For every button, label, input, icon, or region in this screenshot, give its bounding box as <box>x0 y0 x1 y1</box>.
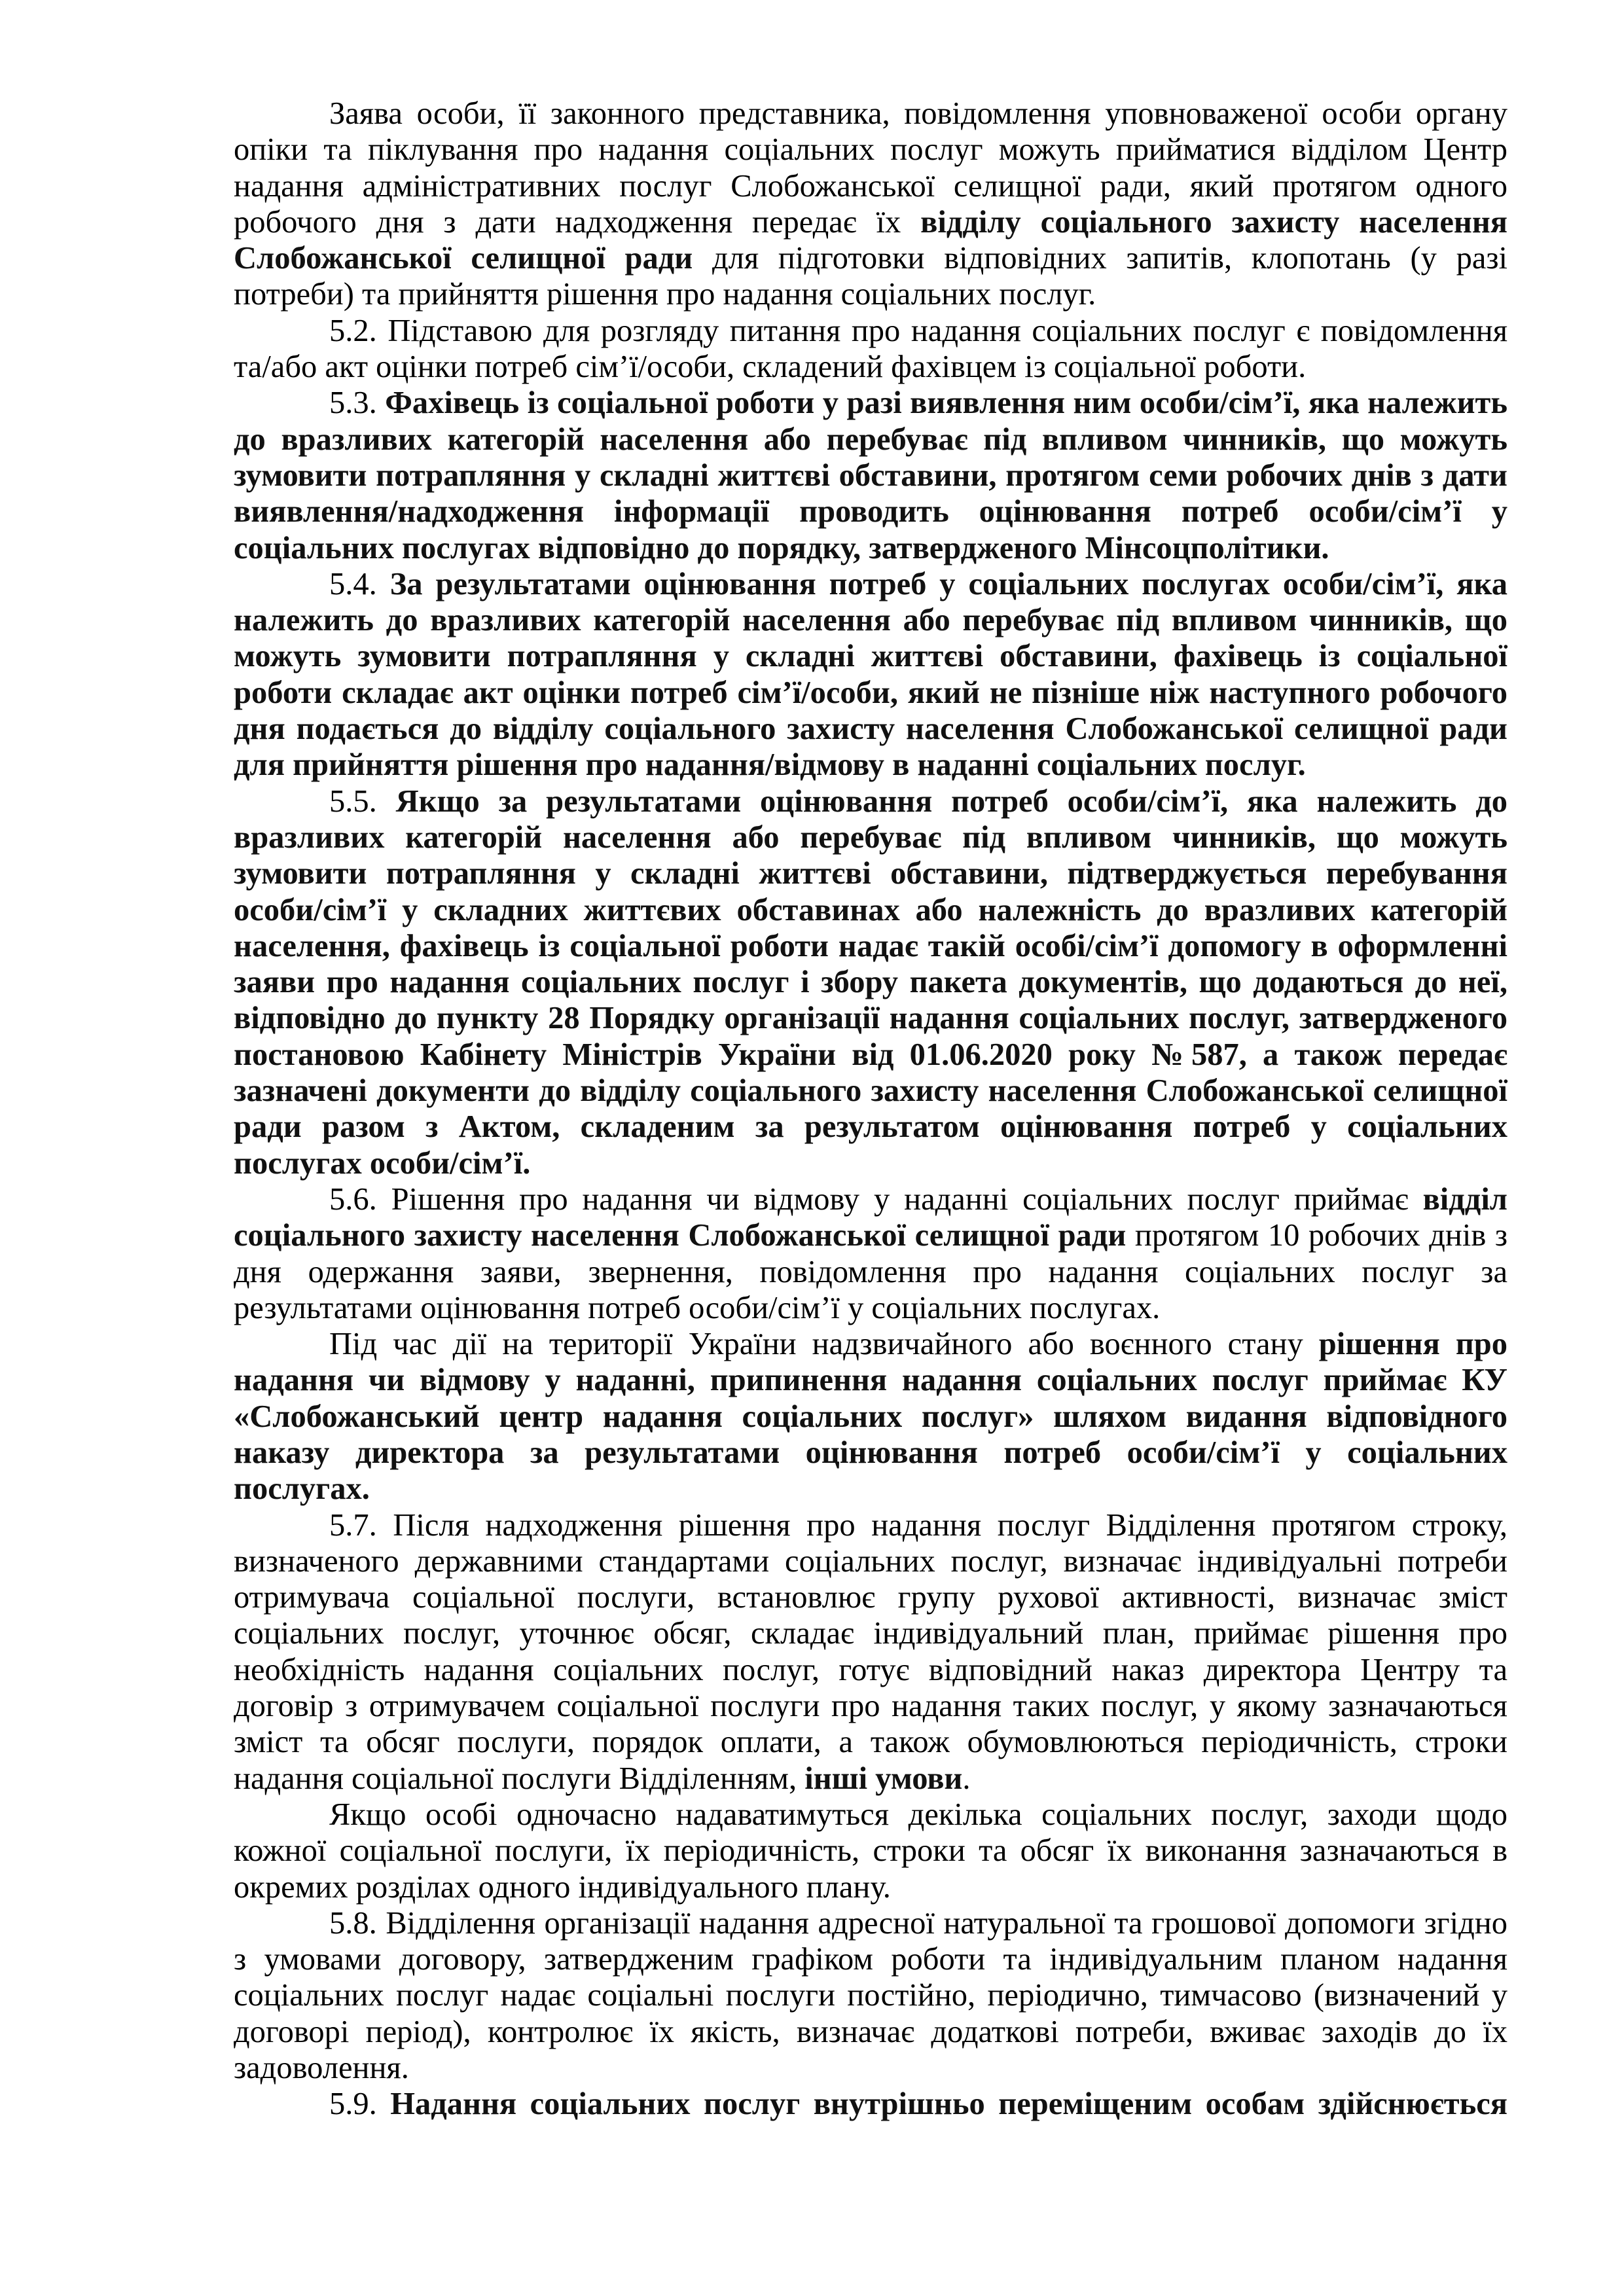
text-run: Під час дії на території України надзвичайного або воєнного стану <box>329 1327 1319 1362</box>
paragraph-5-9 <box>234 2086 1507 2122</box>
text-run: 5.7. Після надходження рішення про надання послуг Відділення протягом строку, визначеного державними стандартами соціальних послуг, визначає індивідуальні потреби отримувача соціальної послуги, встановлює групу рухової активності, визначає зміст соціальних послуг, уточнює обсяг, складає індивідуальний план, приймає рішення про необхідність надання соціальних послуг, готує відповідний наказ директора Центру та договір з отримувачем соціальної послуги про надання таких послуг, у якому зазначаються зміст та обсяг послуги, порядок оплати, а також обумовлюються періодичність, строки надання соціальної послуги Відділенням, <box>234 1507 1507 1796</box>
section-number: 5.3. <box>329 386 386 421</box>
paragraph-5-4 <box>234 566 1507 783</box>
paragraph-5-7 <box>234 1507 1507 1797</box>
text-run: 5.6. Рішення про надання чи відмову у наданні соціальних послуг приймає <box>329 1181 1423 1217</box>
text-run: протягом 10 робочих днів з дня одержання заяви, звернення, повідомлення про надання соціальних послуг за результатами оцінювання потреб особи/сім’ї у соціальних послугах. <box>234 1218 1507 1325</box>
paragraph-martial-law <box>234 1326 1507 1507</box>
section-number: 5.9. <box>329 2087 391 2122</box>
text-run: для підготовки відповідних запитів, клопотань (у разі потреби) та прийняття рішення про надання соціальних послуг. <box>234 241 1507 312</box>
paragraph-multiple-services <box>234 1797 1507 1905</box>
paragraph-5-3 <box>234 385 1507 565</box>
section-number: 5.4. <box>329 566 390 601</box>
text-run: . <box>962 1761 971 1796</box>
emphasized-text: відділу соціального захисту населення Слобожанської селищної ради <box>234 204 1508 276</box>
text-run: Якщо особі одночасно надаватимуться декілька соціальних послуг, заходи щодо кожної соціальної послуги, їх періодичність, строки та обсяг їх виконання зазначаються в окремих розділах одного індивідуального плану. <box>234 1797 1507 1905</box>
paragraph-5-6 <box>234 1181 1507 1326</box>
paragraph-5-2 <box>234 313 1507 386</box>
text-run: Заява особи, її законного представника, повідомлення уповноваженої особи органу опіки та піклування про надання соціальних послуг можуть прийматися відділом Центр надання адміністративних послуг Слобожанської селищної ради, який протягом одного робочого дня з дати надходження передає їх <box>234 96 1507 240</box>
emphasized-text: інші умови <box>804 1761 963 1796</box>
emphasized-text: відділ соціального захисту населення Слобожанської селищної ради <box>234 1181 1507 1253</box>
emphasized-text: За результатами оцінювання потреб у соціальних послугах особи/сім’ї, яка належить до вразливих категорій населення або перебуває під впливом чинників, що можуть зумовити потрапляння у складні життєві обставини, фахівець із соціальної роботи складає акт оцінки потреб сім’ї/особи, який не пізніше ніж наступного робочого дня подається до відділу соціального захисту населення Слобожанської селищної ради для прийняття рішення про надання/відмову в наданні соціальних послуг. <box>234 566 1508 783</box>
document-page <box>234 96 1507 2123</box>
emphasized-text: рішення про надання чи відмову у наданні, припинення надання соціальних послуг приймає КУ «Слобожанський центр надання соціальних послуг» шляхом видання відповідного наказу директора за результатами оцінювання потреб особи/сім’ї у соціальних послугах. <box>234 1327 1508 1507</box>
section-number: 5.5. <box>329 783 396 819</box>
text-run: 5.8. Відділення організації надання адресної натуральної та грошової допомоги згідно з умовами договору, затвердженим графіком роботи та індивідуальним планом надання соціальних послуг надає соціальні послуги постійно, періодично, тимчасово (визначений у договорі період), контролює їх якість, визначає додаткові потреби, вживає заходів до їх задоволення. <box>234 1905 1507 2086</box>
paragraph-5-5 <box>234 783 1507 1181</box>
emphasized-text: Фахівець із соціальної роботи у разі виявлення ним особи/сім’ї, яка належить до вразливих категорій населення або перебуває під впливом чинників, що можуть зумовити потрапляння у складні життєві обставини, протягом семи робочих днів з дати виявлення/надходження інформації проводить оцінювання потреб особи/сім’ї у соціальних послугах відповідно до порядку, затвердженого Мінсоцполітики. <box>234 386 1508 565</box>
emphasized-text: Надання соціальних послуг внутрішньо переміщеним особам здійснюється <box>390 2087 1508 2122</box>
paragraph-intro <box>234 96 1507 313</box>
paragraph-5-8 <box>234 1905 1507 2086</box>
emphasized-text: Якщо за результатами оцінювання потреб особи/сім’ї, яка належить до вразливих категорій населення або перебуває під впливом чинників, що можуть зумовити потрапляння у складні життєві обставини, підтверджується перебування особи/сім’ї у складних життєвих обставинах або належність до вразливих категорій населення, фахівець із соціальної роботи надає такій особі/сім’ї допомогу в оформленні заяви про надання соціальних послуг і збору пакета документів, що додаються до неї, відповідно до пункту 28 Порядку організації надання соціальних послуг, затвердженого постановою Кабінету Міністрів України від 01.06.2020 року №587, а також передає зазначені документи до відділу соціального захисту населення Слобожанської селищної ради разом з Актом, складеним за результатом оцінювання потреб у соціальних послугах особи/сім’ї. <box>234 783 1508 1181</box>
text-run: 5.2. Підставою для розгляду питання про надання соціальних послуг є повідомлення та/або акт оцінки потреб сім’ї/особи, складений фахівцем із соціальної роботи. <box>234 313 1507 385</box>
